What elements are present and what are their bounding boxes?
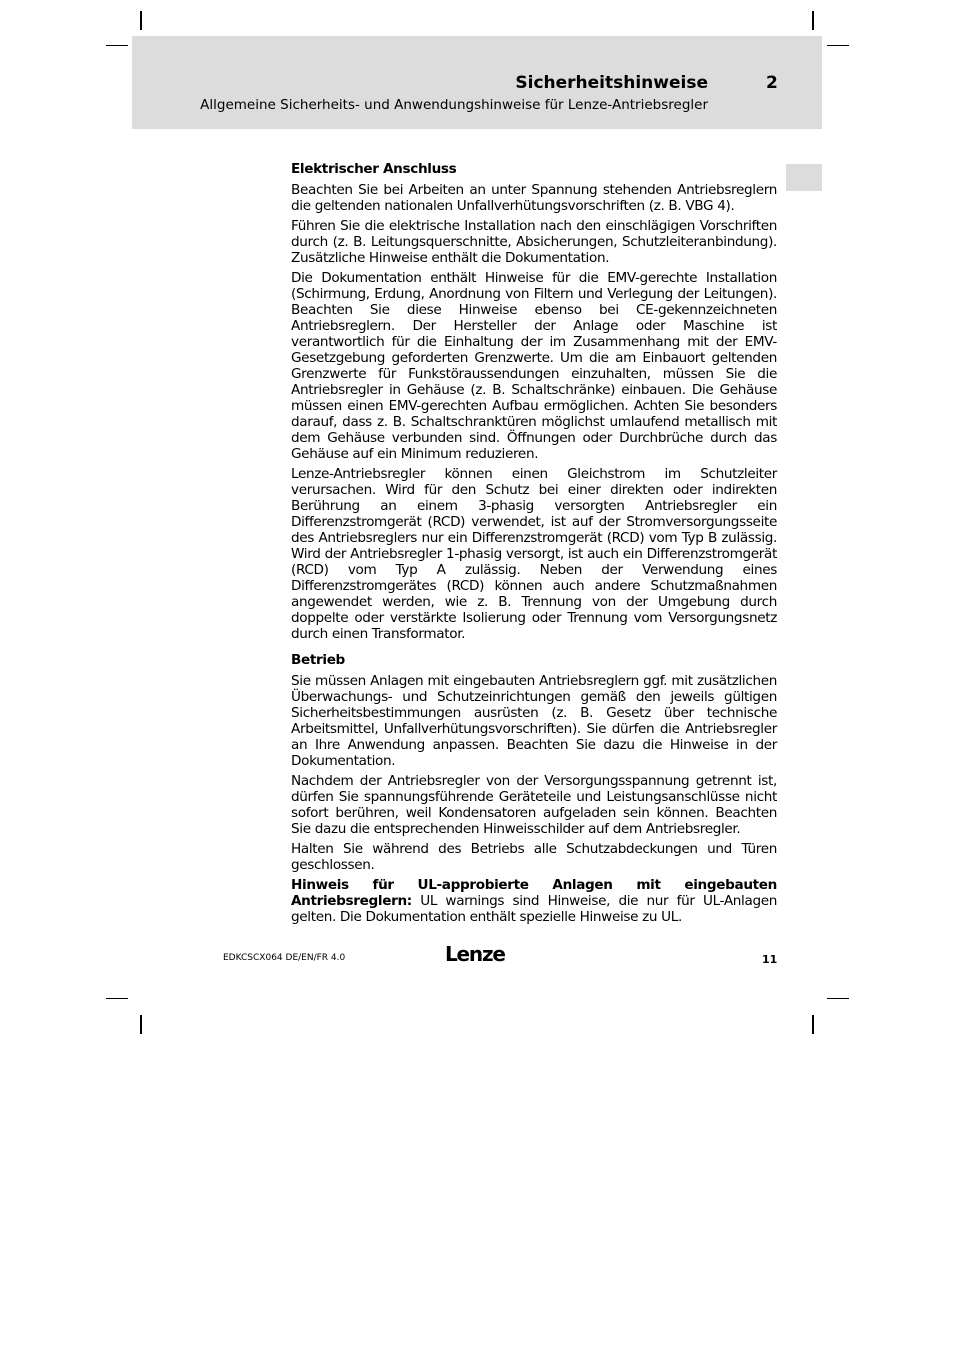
paragraph: Halten Sie während des Betriebs alle Schutzabdeckungen und Türen geschlossen. <box>291 841 777 873</box>
page-content <box>291 160 777 929</box>
crop-mark-top-right-horizontal <box>827 45 849 46</box>
paragraph: Nachdem der Antriebsregler von der Versorgungsspannung getrennt ist, dürfen Sie spannungsführende Geräteteile und Leistungsanschlüsse nicht sofort berühren, weil Kondensatoren aufgeladen sein können. Beachten Sie dazu die entsprechenden Hinweisschilder auf dem Antriebsregler. <box>291 773 777 837</box>
paragraph: Die Dokumentation enthält Hinweise für die EMV-gerechte Installation (Schirmung, Erdung, Anordnung von Filtern und Verlegung der Leitungen). Beachten Sie diese Hinweise ebenso bei CE-gekennzeichneten Antriebsreglern. Der Hersteller der Anlage oder Maschine ist verantwortlich für die Einhaltung der im Zusammenhang mit der EMV-Gesetzgebung geforderten Grenzwerte. Um die am Einbauort geltenden Grenzwerte für Funkstöraussendungen einzuhalten, müssen Sie die Antriebsregler in Gehäuse (z. B. Schaltschränke) einbauen. Die Gehäuse müssen einen EMV-gerechten Aufbau ermöglichen. Achten Sie besonders darauf, dass z. B. Schaltschranktüren möglichst umlaufend metallisch mit dem Gehäuse verbunden sind. Öffnungen oder Durchbrüche durch das Gehäuse auf ein Minimum reduzieren. <box>291 270 777 462</box>
chapter-side-tab <box>786 164 822 191</box>
document-id: EDKCSCX064 DE/EN/FR 4.0 <box>223 953 346 963</box>
crop-mark-top-left-vertical <box>140 11 142 30</box>
crop-mark-bottom-right-horizontal <box>827 998 849 999</box>
crop-mark-top-right-vertical <box>812 11 814 30</box>
section-heading-anschluss: Elektrischer Anschluss <box>291 161 457 177</box>
lenze-logo: Lenze <box>445 942 505 966</box>
section-heading-betrieb: Betrieb <box>291 652 345 668</box>
header-band <box>132 36 822 129</box>
page-number: 11 <box>762 953 778 966</box>
paragraph: Lenze-Antriebsregler können einen Gleichstrom im Schutzleiter verursachen. Wird für den Schutz bei einer direkten oder indirekten Berührung an einem 3-phasig versorgten Antriebsregler ein Differenzstromgerät (RCD) verwendet, ist auf der Stromversorgungsseite des Antriebsreglers nur ein Differenzstromgerät (RCD) vom Typ B zulässig. Wird der Antriebsregler 1-phasig versorgt, ist auch ein Differenzstromgerät (RCD) vom Typ A zulässig. Neben der Verwendung eines Differenzstromgerätes (RCD) können auch andere Schutzmaßnahmen angewendet werden, wie z. B. Trennung von der Umgebung durch doppelte oder verstärkte Isolierung oder Trennung vom Versorgungsnetz durch einen Transformator. <box>291 466 777 642</box>
chapter-subtitle: Allgemeine Sicherheits- und Anwendungshinweise für Lenze-Antriebsregler <box>200 97 708 113</box>
crop-mark-top-left-horizontal <box>106 45 128 46</box>
chapter-number: 2 <box>766 73 778 93</box>
chapter-title: Sicherheitshinweise <box>515 73 708 93</box>
paragraph: Führen Sie die elektrische Installation nach den einschlägigen Vorschriften durch (z. B. Leitungsquerschnitte, Absicherungen, Schutzleiteranbindung). Zusätzliche Hinweise enthält die Dokumentation. <box>291 218 777 266</box>
paragraph: Beachten Sie bei Arbeiten an unter Spannung stehenden Antriebsreglern die geltenden nationalen Unfallverhütungsvorschriften (z. B. VBG 4). <box>291 182 777 214</box>
crop-mark-bottom-left-vertical <box>140 1015 142 1034</box>
ul-note-text: UL warnings sind Hinweise, die nur für UL-Anlagen gelten. Die Dokumentation enthält spezielle Hinweise zu UL. <box>291 893 777 925</box>
paragraph: Sie müssen Anlagen mit eingebauten Antriebsreglern ggf. mit zusätzlichen Überwachungs- und Schutzeinrichtungen gemäß den jeweils gültigen Sicherheitsbestimmungen ausrüsten (z. B. Gesetz über technische Arbeitsmittel, Unfallverhütungsvorschriften). Sie dürfen die Antriebsregler an Ihre Anwendung anpassen. Beachten Sie dazu die Hinweise in der Dokumentation. <box>291 673 777 769</box>
ul-note-paragraph <box>291 877 777 925</box>
crop-mark-bottom-left-horizontal <box>106 998 128 999</box>
crop-mark-bottom-right-vertical <box>812 1015 814 1034</box>
ul-note-label: Hinweis für UL-approbierte Anlagen mit eingebauten Antriebsreglern: <box>291 877 777 909</box>
